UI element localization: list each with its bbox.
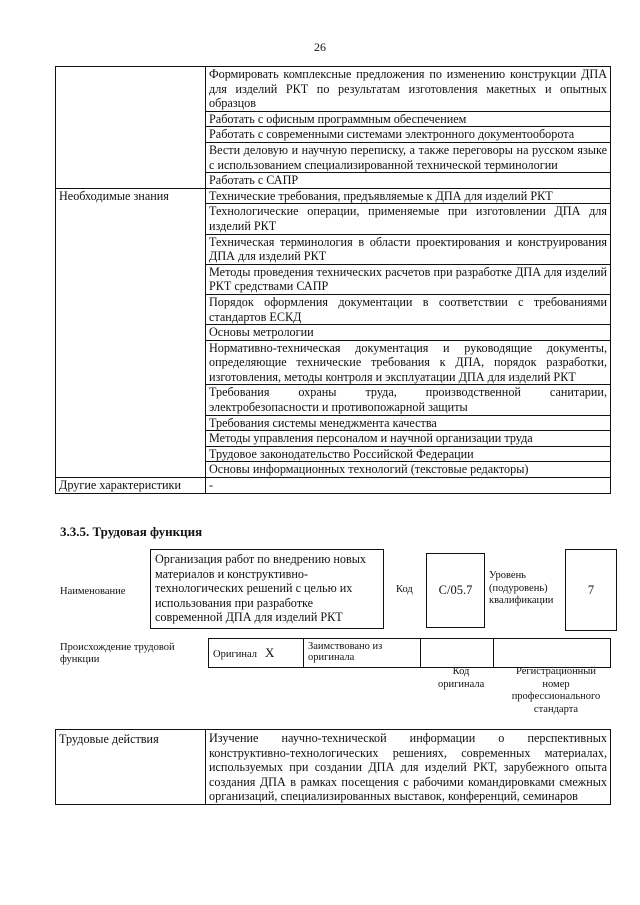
labor-actions-label: Трудовые действия	[56, 730, 206, 805]
table-row	[209, 639, 611, 668]
table-cell: Формировать комплексные предложения по изменению конструкции ДПА для изделий РКТ по результатам изготовления макетных и опытных образцов	[206, 67, 611, 112]
code-label: Код	[396, 584, 413, 595]
table-cell: Требования системы менеджмента качества	[206, 415, 611, 431]
reg-number-cell	[494, 639, 611, 668]
table-cell: Технологические операции, применяемые при изготовлении ДПА для изделий РКТ	[206, 204, 611, 234]
table-cell: Порядок оформления документации в соответствии с требованиями стандартов ЕСКД	[206, 294, 611, 324]
table-cell: Изучение научно-технической информации о перспективных конструктивно-технологических решениях, современных материалах, используемых при создании ДПА для изделий РКТ, зарубежного опыта создания ДПА в рамках посещения с рабочими командировками смежных организаций, специализированных выставок, конференций, семинаров	[206, 730, 611, 805]
table-cell: Основы информационных технологий (текстовые редакторы)	[206, 462, 611, 478]
qualification-level-label: Уровень (подуровень) квалификации	[489, 570, 554, 606]
original-cell	[209, 639, 304, 668]
requirements-table	[55, 66, 611, 494]
borrowed-label: Заимствовано из оригинала	[304, 639, 421, 668]
function-code-box: C/05.7	[426, 553, 485, 628]
table-cell: Техническая терминология в области проектирования и конструирования ДПА для изделий РКТ	[206, 234, 611, 264]
original-label: Оригинал	[213, 649, 257, 660]
origin-table	[208, 638, 611, 668]
name-label: Наименование	[60, 586, 126, 597]
qualification-level-box: 7	[565, 549, 617, 631]
page-number: 26	[314, 40, 326, 54]
code-original-cell	[421, 639, 494, 668]
other-characteristics-value: -	[206, 478, 611, 494]
origin-label: Происхождение трудовой функции	[60, 642, 175, 665]
section-title: 3.3.5. Трудовая функция	[60, 524, 203, 539]
table-cell: Основы метрологии	[206, 325, 611, 341]
table-cell: Вести деловую и научную переписку, а также переговоры на русском языке с использованием специализированной технической терминологии	[206, 142, 611, 172]
table-cell: Методы управления персоналом и научной организации труда	[206, 431, 611, 447]
table-cell: Требования охраны труда, производственной санитарии, электробезопасности и противопожарной защиты	[206, 385, 611, 415]
reg-number-caption: Регистрационный номер профессионального стандарта	[511, 666, 601, 715]
function-name-box: Организация работ по внедрению новых материалов и конструктивно-технологических решений с целью их использования при разработке современной ДПА для изделий РКТ	[150, 549, 384, 629]
table-row	[56, 188, 611, 204]
table-cell: Технические требования, предъявляемые к ДПА для изделий РКТ	[206, 188, 611, 204]
skills-label-cell	[56, 67, 206, 189]
table-row	[56, 67, 611, 112]
table-cell: Методы проведения технических расчетов при разработке ДПА для изделий РКТ средствами САПР	[206, 264, 611, 294]
table-cell: Работать с САПР	[206, 173, 611, 189]
table-cell: Нормативно-техническая документация и руководящие документы, определяющие технические требования к ДПА, порядок разработки, изготовления, методы контроля и эксплуатации ДПА для изделий РКТ	[206, 340, 611, 385]
original-mark: X	[265, 645, 275, 660]
code-original-caption: Код оригинала	[438, 666, 485, 690]
other-characteristics-label: Другие характеристики	[56, 478, 206, 494]
table-row	[56, 730, 611, 805]
labor-actions-table	[55, 729, 611, 805]
table-cell: Работать с офисным программным обеспечением	[206, 111, 611, 127]
table-row	[56, 478, 611, 494]
knowledge-label: Необходимые знания	[56, 188, 206, 477]
table-cell: Работать с современными системами электронного документооборота	[206, 127, 611, 143]
table-cell: Трудовое законодательство Российской Федерации	[206, 446, 611, 462]
